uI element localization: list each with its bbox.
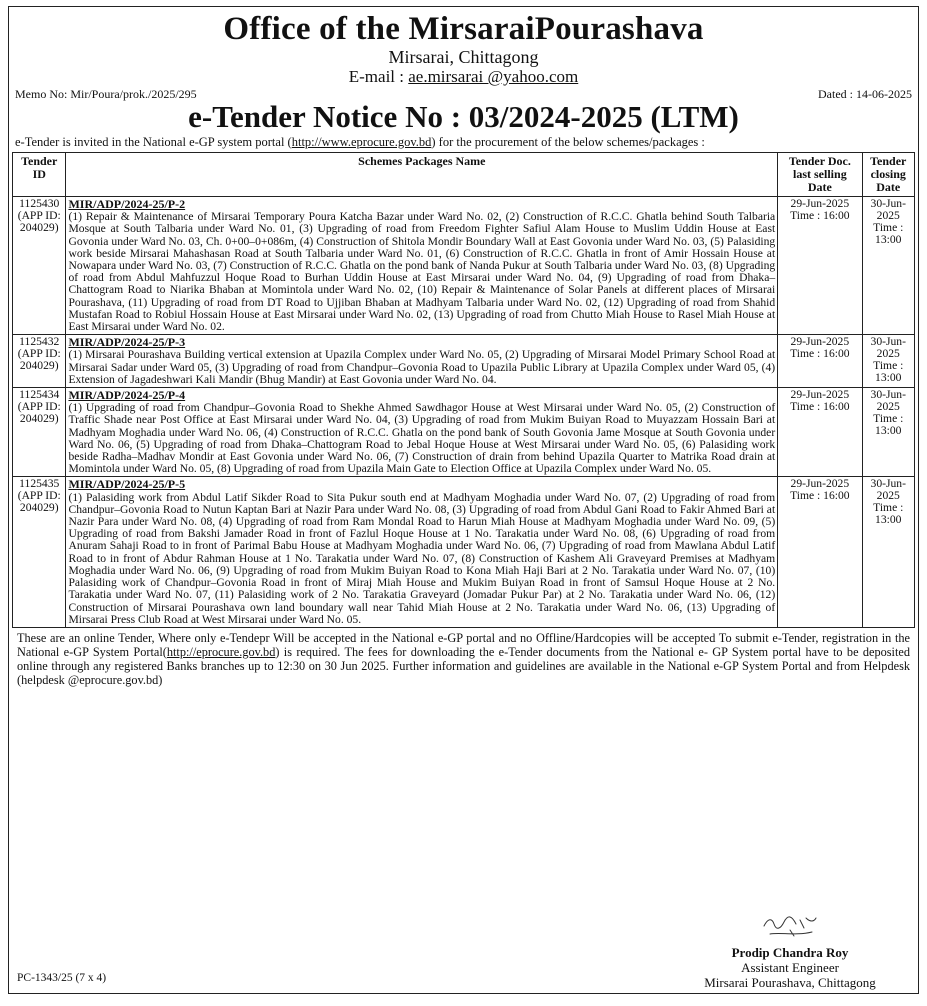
instructions-part2: ) is required. The fees for downloading the e-Tender documents from the National e- GP System portal have to be deposited online through any registered Banks branches up to 12:30 on 30 Jun 2025. Further information and guidelines are available in the National e-GP System Portal and from Helpdesk (helpdesk @eprocure.gov.bd) (17, 644, 910, 687)
selling-date-cell (778, 335, 862, 388)
tender-id: 1125435 (19, 477, 60, 491)
package-code: MIR/ADP/2024-25/P-2 (68, 197, 186, 211)
scheme-cell (66, 197, 778, 335)
signatory-designation: Assistant Engineer (741, 960, 839, 975)
closing-time: Time : 13:00 (873, 501, 904, 527)
eprocure-link[interactable]: http://eprocure.gov.bd (166, 644, 276, 659)
header-tender-id: Tender ID (13, 153, 66, 197)
tender-id-cell (13, 197, 66, 335)
intro-before: e-Tender is invited in the National e-GP system portal ( (15, 135, 292, 149)
tender-id-cell (13, 335, 66, 388)
intro-text (9, 135, 918, 150)
egp-portal-link[interactable]: http://www.eprocure.gov.bd (291, 135, 432, 149)
handwritten-signature-icon (760, 912, 820, 940)
table-row (13, 477, 915, 627)
office-location: Mirsarai, Chittagong (388, 47, 539, 67)
package-code: MIR/ADP/2024-25/P-4 (68, 388, 186, 403)
selling-date: 29-Jun-2025 (790, 388, 850, 402)
package-description: (1) Mirsarai Pourashava Building vertical extension at Upazila Complex under Ward No. 05, (2) Upgrading of Mirsarai Model Primary School Road at Mirsarai Sadar under Ward 05, (3) Upgrading of road from Chandpur–Govonia Road to Upazila Public Library at Upazila Complex under Ward 05, (4) Extension of Jagadeshwari Kali Mandir (Bhug Mandir) at East Govonia under Ward No. 04. (68, 348, 776, 386)
instructions-text (9, 631, 918, 687)
selling-time: Time : 16:00 (790, 209, 850, 222)
closing-time: Time : 13:00 (873, 221, 904, 246)
package-description: (1) Repair & Maintenance of Mirsarai Temporary Poura Katcha Bazar under Ward No. 02, (2) Construction of R.C.C. Ghatla behind South Talbaria Mosque at South Talbaria under Ward No. 01, (3) Upgrading of road from Freedom Fighter Safiul Alam House to Muslim Uddin House at East Govonia under Ward No. 03, Ch. 0+00–0+086m, (4) Construction of Shitola Mondir Boundary Wall at East Govonia under Ward No. 03, (5) Palasiding work beside Mirsarai Mahashasan Road at South Talbaria under Ward No. 01, (6) Construction of R.C.C. Ghatla in front of Amir Hossain House at Nowapara under Ward No. 03, (7) Construction of R.C.C. Ghatla on the pond bank of Nanda Pukur at South Talbaria under Ward No. 03, (8) Upgrading of road from Abdul Mahfuzzul Hoque Road to Burhan Uddin House at East Mirsarai under Ward No. 04, (9) Upgrading of road from Dhaka–Chattogram Road to Niarika Bhaban at Momintola under Ward No. 02, (10) Repair & Maintenance of Solar Panels at different places of Mirsarai Pourashava, (11) Upgrading of road from DT Road to Ujjiban Bhaban at Madhyam Talbaria under Ward No. 02, (12) Upgrading of road from Shahid Mustafan Road to Robiul Hossain House at East Mirsarai under Ward No. 02, (13) Upgrading of road from Chutto Miah House to Rasel Miah House at East Mirsarai under Ward No. 02. (68, 210, 776, 334)
package-code: MIR/ADP/2024-25/P-3 (68, 335, 186, 350)
notice-date: Dated : 14-06-2025 (818, 87, 912, 101)
selling-date: 29-Jun-2025 (790, 477, 850, 491)
closing-date-cell (862, 388, 914, 477)
header-schemes: Schemes Packages Name (66, 153, 778, 197)
table-row (13, 335, 915, 388)
selling-date: 29-Jun-2025 (790, 197, 850, 210)
closing-date-cell (862, 197, 914, 335)
selling-date-cell (778, 197, 862, 335)
closing-date-cell (862, 477, 914, 627)
memo-number: Memo No: Mir/Poura/prok./2025/295 (15, 87, 197, 101)
header-selling-date: Tender Doc. last selling Date (778, 153, 862, 197)
table-row (13, 197, 915, 335)
closing-time: Time : 13:00 (873, 359, 904, 385)
app-id: (APP ID: 204029) (17, 209, 61, 234)
app-id: (APP ID: 204029) (17, 347, 61, 373)
app-id: (APP ID: 204029) (17, 400, 61, 426)
package-description: (1) Palasiding work from Abdul Latif Sikder Road to Sita Pukur south end at Madhyam Moghadia under Ward No. 07, (2) Upgrading of road from Chandpur–Govonia Road to Nutun Kaptan Bari at Nazir Para under Ward No. 08, (3) Upgrading of road from Abdul Gani Road to Fakir Ahmed Bari at Nazir Para under Ward No. 08, (4) Upgrading of road from Ram Mondal Road to Harun Miah House at Madhyam Moghadia under Ward No. 09, (5) Upgrading of road from Bakshi Jamader Road in front of Fazlul Hoque House at 1 No. Tarakatia under Ward No. 08, (6) Upgrading of road from Anuram Sahaji Road to in front of Parimal Babu House at Madhyam Moghadia under Ward No. 06, (7) Upgrading of road from Mawlana Abdul Latif Road to in front of Abdur Rahman House at 1 No. Tarakatia under Ward No. 07, (8) Construction of Kashem Ali Graveyard Premises at Madhyam Moghadia under Ward No. 06, (9) Upgrading of road from Mukim Buiyan Road to Kona Miah Haji Bari at 2 No. Tarakatia under Ward No. 07, (10) Palasiding work of Chandpur–Govonia Road in front of Miraj Miah House and Mukim Buiyan Road in front of Samsul Hoque House at 2 No. Tarakatia under Ward No. 07, (11) Palasiding work of 2 No. Tarakatia Graveyard (Jomadar Pukur Par) at 2 No. Tarakatia under Ward No. 06, (12) Construction of Mirsarai Pourashava own land boundary wall near Tahid Miah House at 2 No. Tarakatia under Ward No. 06, (13) Upgrading of Mirsarai Press Club Road at West Mirsarai under Ward No. 05. (68, 490, 776, 626)
scheme-cell (66, 477, 778, 627)
table-row (13, 388, 915, 477)
selling-date: 29-Jun-2025 (790, 335, 850, 349)
table-header-row (13, 153, 915, 197)
closing-date: 30-Jun-2025 (870, 388, 906, 414)
tender-id-cell (13, 388, 66, 477)
email-address: ae.mirsarai @yahoo.com (408, 67, 579, 86)
package-description: (1) Upgrading of road from Chandpur–Govonia Road to Shekhe Ahmed Sawdhagor House at West Mirsarai under Ward No. 05, (2) Construction of Traffic Shade near Post Office at East Mirsarai under Ward No. 04, (3) Upgrading of road from Mukim Buiyan Road to Muyazzam Hossain Bari at Madhyam Moghadia under Ward No. 06, (4) Construction of R.C.C. Ghatla on the pond bank of South Govonia Jame Mosque at South Govonia under Ward No. 06, (5) Upgrading of road from Dhaka–Chattogram Road to Jebal Hoque House at West Mirsarai under Ward No. 05, (6) Palasiding work beside Radha–Madhav Mondir at East Govonia under Ward No. 06, (7) Construction of drain from behind Upazila Quarter to Matrika Road drain at Momintola under Ward No. 05, (8) Upgrading of road from Upazila Main Gate to Election Office at Upazila Complex under Ward No. 05. (68, 401, 776, 476)
package-code: MIR/ADP/2024-25/P-5 (68, 477, 186, 492)
selling-time: Time : 16:00 (790, 347, 850, 361)
closing-date: 30-Jun-2025 (870, 197, 906, 222)
selling-time: Time : 16:00 (790, 400, 850, 414)
office-title: Office of the MirsaraiPourashava (223, 11, 704, 47)
tender-id: 1125430 (19, 197, 60, 210)
selling-date-cell (778, 477, 862, 627)
instructions-part1: These are an online Tender, Where only e-Tendepr Will be accepted in the National e-GP portal and no Offline/Hardcopies will be accepted To submit e-Tender, registration in the National e-GP System Portal( (17, 630, 910, 659)
intro-after: ) for the procurement of the below schemes/packages : (431, 135, 705, 149)
tender-id: 1125432 (19, 335, 60, 349)
selling-time: Time : 16:00 (790, 489, 850, 503)
closing-date: 30-Jun-2025 (870, 335, 906, 361)
header-closing-date: Tender closing Date (862, 153, 914, 197)
closing-date-cell (862, 335, 914, 388)
email-label: E-mail : (348, 67, 409, 86)
tender-notice-page (8, 6, 919, 994)
signature-block (680, 912, 900, 990)
tender-id: 1125434 (19, 388, 60, 402)
signatory-office: Mirsarai Pourashava, Chittagong (704, 975, 876, 990)
office-email (9, 67, 918, 86)
selling-date-cell (778, 388, 862, 477)
tender-table (12, 152, 915, 628)
pc-code: PC-1343/25 (7 x 4) (17, 972, 107, 984)
signatory-name: Prodip Chandra Roy (731, 945, 849, 960)
closing-time: Time : 13:00 (873, 412, 904, 438)
notice-title: e-Tender Notice No : 03/2024-2025 (LTM) (188, 99, 739, 134)
tender-id-cell (13, 477, 66, 627)
closing-date: 30-Jun-2025 (870, 477, 906, 503)
scheme-cell (66, 388, 778, 477)
scheme-cell (66, 335, 778, 388)
app-id: (APP ID: 204029) (17, 489, 61, 515)
